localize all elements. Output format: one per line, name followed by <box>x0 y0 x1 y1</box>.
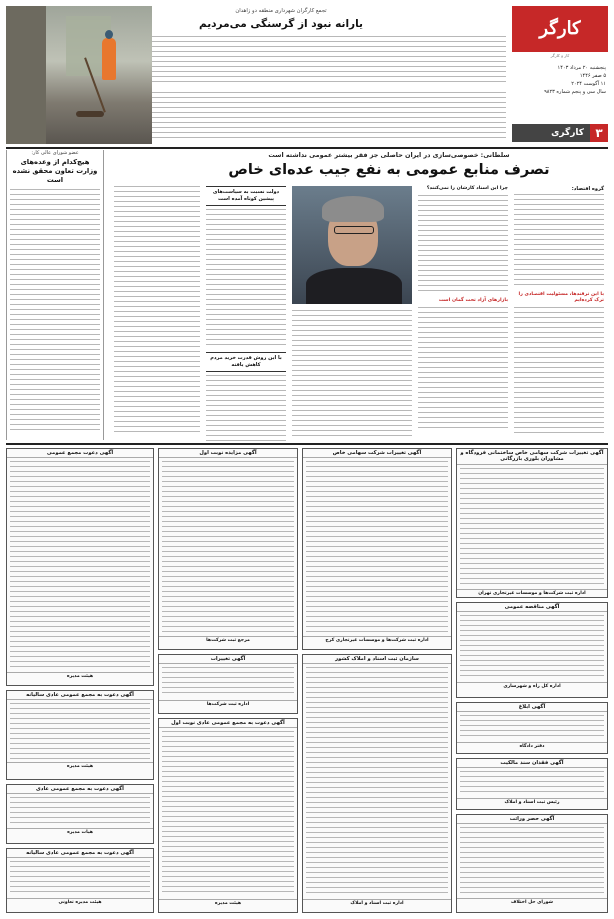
ad-title: آگهی مناقصه عمومی <box>457 603 607 612</box>
date-line: پنجشنبه ۲۰ مرداد ۱۴۰۳ <box>557 65 606 71</box>
subhead: با این ترفندها، مسئولیت اقتصادی را ترک کرده‌ایم <box>518 292 604 303</box>
ad-title: آگهی دعوت به مجمع عمومی عادی نوبت اول <box>159 719 297 728</box>
ad-footer: اداره ثبت شرکت‌ها <box>159 700 297 708</box>
story-body <box>152 92 506 142</box>
classified-ad <box>6 848 154 913</box>
ad-text <box>460 715 604 739</box>
ad-title: آگهی فقدان سند مالکیت <box>457 759 607 768</box>
ad-footer: هیئت مدیره تعاونی <box>7 898 153 906</box>
ad-text <box>306 667 448 896</box>
classified-ad <box>158 448 298 650</box>
top-story <box>152 6 506 144</box>
article-text <box>114 186 200 436</box>
page-number: ۳ <box>590 124 608 142</box>
article-text <box>418 307 508 432</box>
side-kicker: عضو شورای عالی کار: <box>31 150 79 156</box>
pull-quote: با این روش قدرت خرید مردم کاهش یافته <box>206 352 286 372</box>
ad-text <box>10 703 150 759</box>
ad-text <box>162 461 294 633</box>
classified-ad <box>456 448 608 598</box>
masthead <box>512 6 608 144</box>
article-column <box>514 186 604 436</box>
ad-title: آگهی ابلاغ <box>457 703 607 712</box>
ad-title: آگهی تغییرات شرکت سهامی خاص <box>303 449 451 458</box>
ad-footer: هیئت مدیره <box>7 672 153 680</box>
lead-label: گروه اقتصاد: <box>571 186 604 192</box>
ad-footer: اداره ثبت اسناد و املاک <box>303 899 451 907</box>
classified-ad <box>302 654 452 913</box>
date-block <box>514 64 606 96</box>
ad-footer: رئیس ثبت اسناد و املاک <box>457 798 607 806</box>
classified-ad <box>158 718 298 913</box>
portrait-photo <box>292 186 412 304</box>
article-text <box>514 307 604 437</box>
classified-ad <box>6 448 154 686</box>
article-text <box>206 375 286 445</box>
section-divider <box>6 147 608 149</box>
ad-text <box>460 615 604 679</box>
ad-title: آگهی دعوت به مجمع عمومی عادی سالیانه <box>7 691 153 700</box>
article-text <box>206 209 286 349</box>
ad-text <box>10 861 150 895</box>
article-column <box>418 186 508 436</box>
date-line: ۵ صفر ۱۴۴۶ <box>579 73 606 79</box>
ad-footer: دفتر دادگاه <box>457 742 607 750</box>
article-text <box>418 195 508 295</box>
ad-footer: شورای حل اختلاف <box>457 898 607 906</box>
side-story <box>6 150 104 440</box>
subhead: بازارهای آزاد تحت گمان است <box>438 298 508 303</box>
byline: چرا این اسناد کارشان را نمی‌کنند؟ <box>426 186 508 191</box>
section-divider <box>6 443 608 445</box>
ad-title: آگهی تغییرات شرکت سهامی خاص ساختمانی فرودگاه و مشاوران بلوری بازرگانی <box>457 449 607 465</box>
section-name: کارگری <box>551 128 584 138</box>
article-text <box>292 310 412 436</box>
ad-title: آگهی حصر وراثت <box>457 815 607 824</box>
ad-text <box>162 667 294 697</box>
ad-title: سازمان ثبت اسناد و املاک کشور <box>303 655 451 664</box>
logo-side-text: کار و کارگر <box>550 53 570 58</box>
ad-footer: اداره ثبت شرکت‌ها و موسسات غیرتجاری تهران <box>457 589 607 597</box>
classified-ad <box>6 690 154 780</box>
story-kicker: تجمع کارگران شهرداری منطقه دو زاهدان <box>235 8 327 14</box>
ad-text <box>10 797 150 825</box>
classified-ad <box>456 602 608 698</box>
main-story-headline: تصرف منابع عمومی به نفع جیب عده‌ای خاص <box>228 162 550 178</box>
ad-text <box>162 731 294 896</box>
ad-title: آگهی دعوت مجمع عمومی <box>7 449 153 458</box>
classified-ad <box>6 784 154 844</box>
section-bar <box>512 124 608 142</box>
ad-title: آگهی دعوت به مجمع عمومی عادی <box>7 785 153 794</box>
ad-text <box>10 461 150 669</box>
classified-ad <box>456 702 608 754</box>
main-story <box>108 150 608 440</box>
classified-ad <box>302 448 452 650</box>
story-body <box>152 36 506 86</box>
ad-footer: هیات مدیره <box>7 828 153 836</box>
article-column <box>206 186 286 436</box>
ad-footer: هیئت مدیره <box>159 899 297 907</box>
ad-text <box>460 771 604 795</box>
date-line: ۱۱ آگوست ۲۰۲۴ <box>571 81 606 87</box>
ad-footer: هیئت مدیره <box>7 762 153 770</box>
classified-ad <box>158 654 298 714</box>
ad-text <box>306 461 448 633</box>
classified-ad <box>456 758 608 810</box>
article-text <box>10 189 100 434</box>
story-headline: یارانه نبود از گرسنگی می‌مردیم <box>198 18 363 30</box>
ad-footer: مرجع ثبت شرکت‌ها <box>159 636 297 644</box>
ad-title: آگهی مزایده نوبت اول <box>159 449 297 458</box>
date-line: سال سی و پنجم شماره ۹۸۲۳ <box>544 89 606 95</box>
ad-text <box>460 468 604 586</box>
main-story-kicker: سلطانی: خصوصی‌سازی در ایران حاصلی جز فقر بیشتر عمومی نداشته است <box>268 151 510 159</box>
ad-footer: اداره ثبت شرکت‌ها و موسسات غیرتجاری کرج <box>303 636 451 644</box>
article-text <box>514 194 604 289</box>
side-headline: هیچ‌کدام از وعده‌های وزارت تعاون محقق نشده است <box>12 158 98 184</box>
logo-text: کارگر <box>539 18 581 39</box>
street-sweeper-photo <box>6 6 152 144</box>
ad-footer: اداره کل راه و شهرسازی <box>457 682 607 690</box>
classified-ad <box>456 814 608 913</box>
newspaper-logo <box>512 6 608 52</box>
ad-title: آگهی دعوت به مجمع عمومی عادی سالیانه <box>7 849 153 858</box>
pull-quote: دولت نسبت به سیاست‌های پیشین کوتاه آمده است <box>206 186 286 206</box>
ad-title: آگهی تغییرات <box>159 655 297 664</box>
ad-text <box>460 827 604 895</box>
